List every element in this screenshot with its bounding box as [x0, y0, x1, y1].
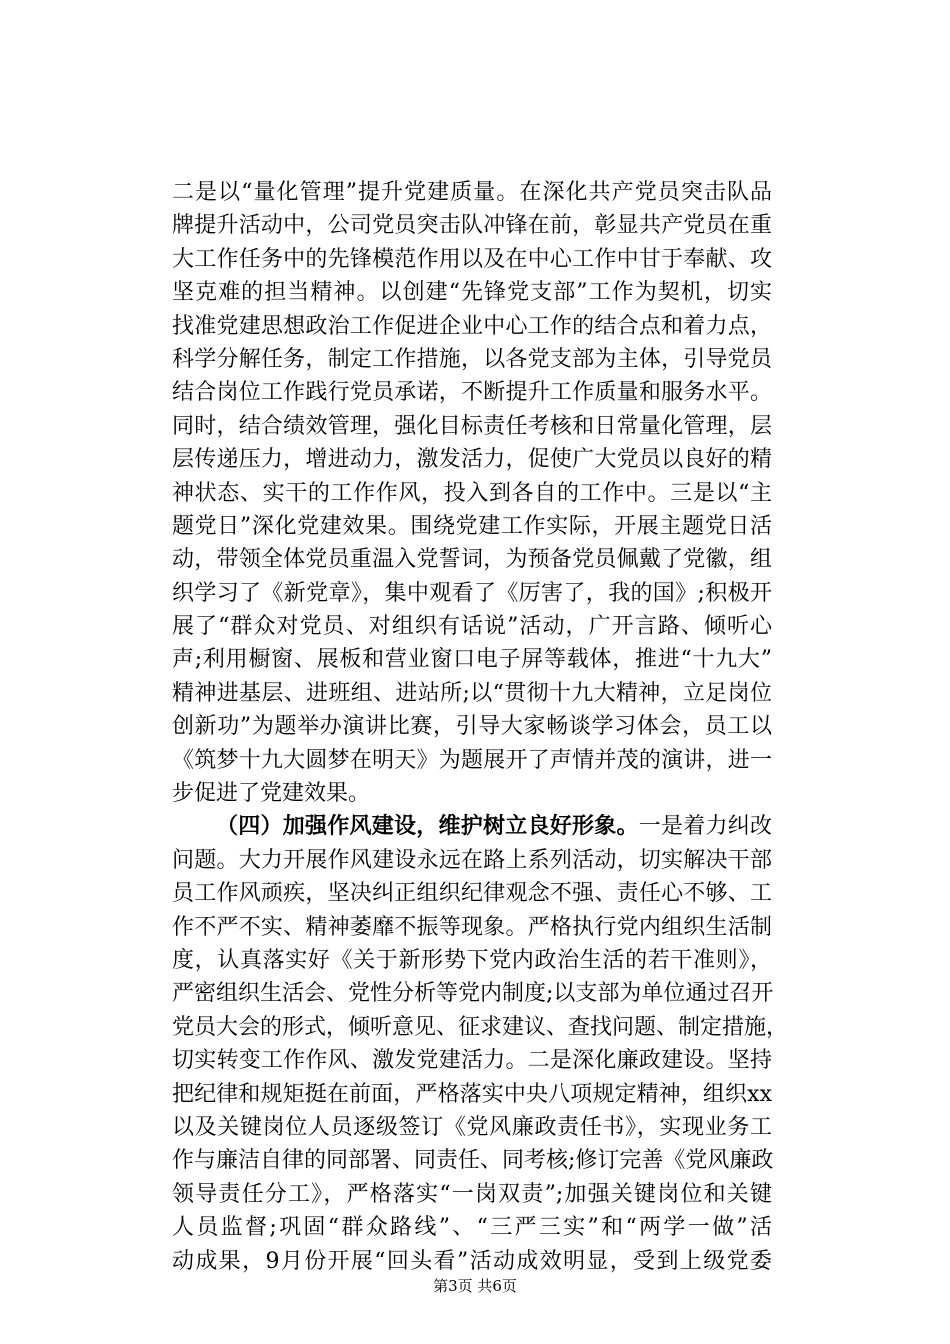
text-line: 切实转变工作作风、激发党建活力。二是深化廉政建设。坚持 [172, 1048, 772, 1074]
text-line: 题党日”深化党建效果。围绕党建工作实际，开展主题党日活 [172, 513, 772, 539]
text-line: 大工作任务中的先锋模范作用以及在中心工作中甘于奉献、攻 [172, 246, 772, 272]
text-line: 神状态、实干的工作作风，投入到各自的工作中。三是以“主 [172, 480, 772, 506]
text-line: 把纪律和规矩挺在前面，严格落实中央八项规定精神，组织xx [172, 1081, 772, 1107]
text-line: 人员监督;巩固“群众路线”、“三严三实”和“两学一做”活 [172, 1215, 772, 1241]
text-line: 动，带领全体党员重温入党誓词，为预备党员佩戴了党徽，组 [172, 547, 772, 573]
page-number-label: 第3页 共6页 [433, 1277, 517, 1295]
text-line: 度，认真落实好《关于新形势下党内政治生活的若干准则》， [172, 947, 772, 973]
text-line: 织学习了《新党章》，集中观看了《厉害了，我的国》;积极开 [172, 580, 772, 606]
text-line: 作不严不实、精神萎靡不振等现象。严格执行党内组织生活制 [172, 914, 772, 940]
paragraph-2-first-line [172, 810, 772, 843]
text-line: 严密组织生活会、党性分析等党内制度;以支部为单位通过召开 [172, 981, 774, 1007]
text-line: 坚克难的担当精神。以创建“先锋党支部”工作为契机，切实 [172, 280, 772, 306]
text-line: 创新功”为题举办演讲比赛，引导大家畅谈学习体会，员工以 [172, 714, 772, 740]
text-line: 同时，结合绩效管理，强化目标责任考核和日常量化管理，层 [172, 413, 772, 439]
text-line: 展了“群众对党员、对组织有话说”活动，广开言路、倾听心 [172, 614, 772, 640]
text-line: 步促进了党建效果。 [172, 781, 371, 807]
text-line: 以及关键岗位人员逐级签订《党风廉政责任书》，实现业务工 [172, 1114, 772, 1140]
text-line: 精神进基层、进班组、进站所;以“贯彻十九大精神，立足岗位 [172, 680, 772, 706]
paragraph-2 [172, 810, 789, 1277]
text-line: 结合岗位工作践行党员承诺，不断提升工作质量和服务水平。 [172, 380, 772, 406]
text-line: 二是以“量化管理”提升党建质量。在深化共产党员突击队品 [172, 180, 772, 205]
document-body [172, 176, 789, 1278]
section-heading: （四）加强作风建设，维护树立良好形象。 [216, 813, 639, 840]
text-line: 员工作风顽疾，坚决纠正组织纪律观念不强、责任心不够、工 [172, 881, 772, 907]
text-line: 动成果，9月份开展“回头看”活动成效明显，受到上级党委 [172, 1248, 772, 1274]
text-line: 问题。大力开展作风建设永远在路上系列活动，切实解决干部 [172, 847, 772, 873]
text-line: 《筑梦十九大圆梦在明天》为题展开了声情并茂的演讲，进一 [172, 747, 772, 773]
page-footer [0, 1276, 950, 1296]
text-line: 层传递压力，增进动力，激发活力，促使广大党员以良好的精 [172, 447, 772, 473]
text-line: 找准党建思想政治工作促进企业中心工作的结合点和着力点， [172, 313, 772, 339]
text-line: 作与廉洁自律的同部署、同责任、同考核;修订完善《党风廉政 [172, 1148, 774, 1174]
text-line: 声;利用橱窗、展板和营业窗口电子屏等载体，推进“十九大” [172, 647, 772, 673]
paragraph-2-first-line-rest: 一是着力纠改 [638, 814, 772, 840]
paragraph-1 [172, 176, 772, 810]
text-line: 领导责任分工》，严格落实“一岗双责”;加强关键岗位和关键 [172, 1181, 772, 1207]
text-line: 科学分解任务，制定工作措施，以各党支部为主体，引导党员 [172, 346, 772, 372]
text-line: 牌提升活动中，公司党员突击队冲锋在前，彰显共产党员在重 [172, 213, 772, 239]
text-line: 党员大会的形式，倾听意见、征求建议、查找问题、制定措施， [172, 1014, 789, 1040]
